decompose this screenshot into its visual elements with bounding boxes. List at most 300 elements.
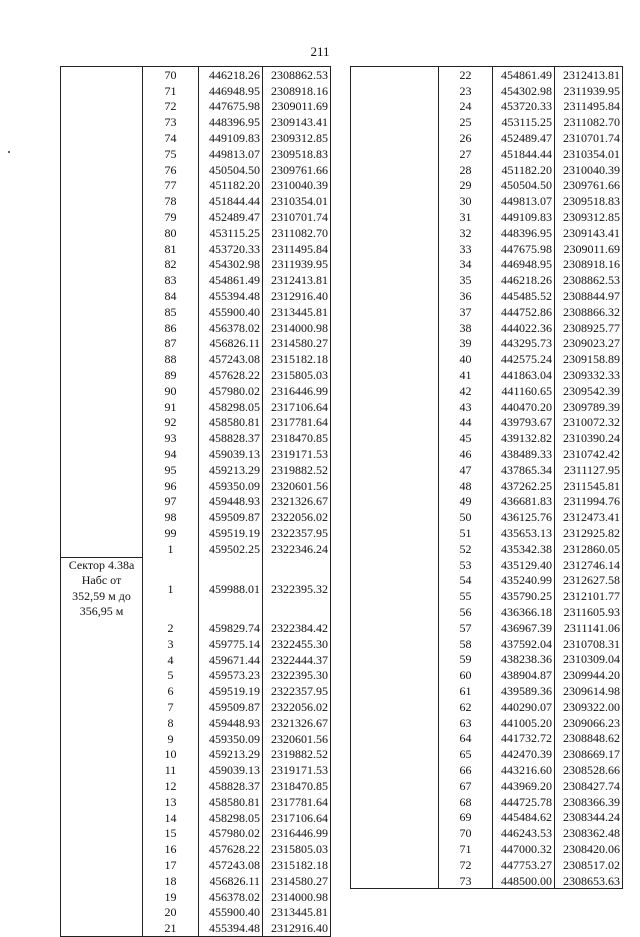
- y-coordinate: 2308918.16: [555, 257, 623, 273]
- row-label-cell: [351, 209, 439, 225]
- y-coordinate: 2322056.02: [263, 699, 331, 715]
- point-number: 5: [143, 667, 199, 683]
- y-coordinate: 2310708.31: [555, 636, 623, 652]
- row-label-cell: [351, 99, 439, 115]
- row-label-cell: [351, 162, 439, 178]
- table-row: [351, 667, 623, 683]
- table-row: [351, 809, 623, 825]
- table-row: [61, 430, 331, 446]
- x-coordinate: 451182.20: [493, 162, 555, 178]
- row-label-cell: [61, 810, 143, 826]
- table-row: [351, 478, 623, 494]
- page-number: 211: [310, 44, 330, 59]
- point-number: 61: [439, 683, 493, 699]
- row-label-cell: [61, 794, 143, 810]
- x-coordinate: 459213.29: [199, 462, 263, 478]
- point-number: 93: [143, 430, 199, 446]
- x-coordinate: 451844.44: [493, 146, 555, 162]
- y-coordinate: 2312916.40: [263, 288, 331, 304]
- point-number: 86: [143, 320, 199, 336]
- point-number: 34: [439, 257, 493, 273]
- row-label-cell: [61, 351, 143, 367]
- table-row: [61, 241, 331, 257]
- y-coordinate: 2312916.40: [263, 920, 331, 936]
- row-label-cell: [61, 667, 143, 683]
- row-label-cell: [351, 762, 439, 778]
- y-coordinate: 2309143.41: [555, 225, 623, 241]
- row-label-cell: [61, 367, 143, 383]
- table-row: [351, 857, 623, 873]
- table-row: [61, 446, 331, 462]
- row-label-cell: [61, 478, 143, 494]
- row-label-cell: [61, 193, 143, 209]
- row-label-cell: [61, 114, 143, 130]
- row-label-cell: [351, 462, 439, 478]
- row-label-cell: [61, 525, 143, 541]
- y-coordinate: 2310742.42: [555, 446, 623, 462]
- row-label-cell: [61, 620, 143, 636]
- y-coordinate: 2317106.64: [263, 399, 331, 415]
- point-number: 3: [143, 636, 199, 652]
- row-label-cell: [351, 130, 439, 146]
- point-number: 85: [143, 304, 199, 320]
- row-label-cell: [61, 731, 143, 747]
- table-row: [351, 604, 623, 620]
- table-row: [351, 620, 623, 636]
- table-row: [61, 889, 331, 905]
- point-number: 36: [439, 288, 493, 304]
- x-coordinate: 456378.02: [199, 320, 263, 336]
- x-coordinate: 457628.22: [199, 841, 263, 857]
- row-label-cell: [351, 857, 439, 873]
- x-coordinate: 459448.93: [199, 494, 263, 510]
- table-row: [61, 857, 331, 873]
- point-number: 89: [143, 367, 199, 383]
- table-row: [351, 130, 623, 146]
- x-coordinate: 437592.04: [493, 636, 555, 652]
- x-coordinate: 439589.36: [493, 683, 555, 699]
- y-coordinate: 2322357.95: [263, 525, 331, 541]
- x-coordinate: 459213.29: [199, 746, 263, 762]
- y-coordinate: 2308918.16: [263, 83, 331, 99]
- x-coordinate: 441732.72: [493, 730, 555, 746]
- row-label-cell: [61, 873, 143, 889]
- y-coordinate: 2308427.74: [555, 778, 623, 794]
- row-label-cell: [351, 699, 439, 715]
- table-row: [351, 162, 623, 178]
- row-label-cell: [61, 920, 143, 936]
- y-coordinate: 2314580.27: [263, 336, 331, 352]
- row-label-cell: [61, 746, 143, 762]
- point-number: 57: [439, 620, 493, 636]
- y-coordinate: 2319171.53: [263, 762, 331, 778]
- point-number: 13: [143, 794, 199, 810]
- y-coordinate: 2311495.84: [555, 99, 623, 115]
- x-coordinate: 437865.34: [493, 462, 555, 478]
- row-label-cell: [351, 778, 439, 794]
- row-label-cell: [61, 383, 143, 399]
- y-coordinate: 2309518.83: [263, 146, 331, 162]
- x-coordinate: 449109.83: [199, 130, 263, 146]
- row-label-cell: [61, 889, 143, 905]
- row-label-cell: [61, 462, 143, 478]
- y-coordinate: 2308844.97: [555, 288, 623, 304]
- x-coordinate: 435653.13: [493, 525, 555, 541]
- x-coordinate: 451182.20: [199, 178, 263, 194]
- point-number: 8: [143, 715, 199, 731]
- y-coordinate: 2308653.63: [555, 873, 623, 889]
- point-number: 60: [439, 667, 493, 683]
- y-coordinate: 2308925.77: [555, 320, 623, 336]
- x-coordinate: 447753.27: [493, 857, 555, 873]
- x-coordinate: 454861.49: [493, 67, 555, 83]
- sector-label-line: 352,59 м до: [72, 588, 131, 603]
- x-coordinate: 459448.93: [199, 715, 263, 731]
- x-coordinate: 444752.86: [493, 304, 555, 320]
- x-coordinate: 447000.32: [493, 841, 555, 857]
- point-number: 71: [143, 83, 199, 99]
- table-row: [61, 762, 331, 778]
- table-row: [61, 114, 331, 130]
- point-number: 99: [143, 525, 199, 541]
- x-coordinate: 459671.44: [199, 652, 263, 668]
- row-label-cell: [61, 904, 143, 920]
- row-label-cell: [351, 430, 439, 446]
- point-number: 74: [143, 130, 199, 146]
- point-number: 67: [439, 778, 493, 794]
- row-label-cell: [351, 794, 439, 810]
- point-number: 54: [439, 573, 493, 589]
- y-coordinate: 2310354.01: [555, 146, 623, 162]
- y-coordinate: 2311939.95: [555, 83, 623, 99]
- y-coordinate: 2312413.81: [555, 67, 623, 83]
- table-row: [351, 257, 623, 273]
- y-coordinate: 2322395.32: [263, 557, 331, 620]
- point-number: 73: [439, 873, 493, 889]
- point-number: 10: [143, 746, 199, 762]
- y-coordinate: 2322395.30: [263, 667, 331, 683]
- row-label-cell: [61, 83, 143, 99]
- y-coordinate: 2311939.95: [263, 257, 331, 273]
- x-coordinate: 453720.33: [199, 241, 263, 257]
- x-coordinate: 438904.87: [493, 667, 555, 683]
- x-coordinate: 448396.95: [493, 225, 555, 241]
- y-coordinate: 2308866.32: [555, 304, 623, 320]
- y-coordinate: 2319882.52: [263, 462, 331, 478]
- point-number: 45: [439, 430, 493, 446]
- point-number: 83: [143, 272, 199, 288]
- table-row: [351, 794, 623, 810]
- row-label-cell: [351, 178, 439, 194]
- row-label-cell: [61, 257, 143, 273]
- y-coordinate: 2310701.74: [263, 209, 331, 225]
- row-label-cell: [351, 667, 439, 683]
- point-number: 91: [143, 399, 199, 415]
- point-number: 33: [439, 241, 493, 257]
- point-number: 11: [143, 762, 199, 778]
- point-number: 28: [439, 162, 493, 178]
- row-label-cell: [61, 146, 143, 162]
- x-coordinate: 437262.25: [493, 478, 555, 494]
- point-number: 9: [143, 731, 199, 747]
- row-label-cell: [61, 699, 143, 715]
- x-coordinate: 458580.81: [199, 794, 263, 810]
- x-coordinate: 455394.48: [199, 288, 263, 304]
- y-coordinate: 2316446.99: [263, 825, 331, 841]
- table-row: [61, 841, 331, 857]
- y-coordinate: 2311994.76: [555, 494, 623, 510]
- row-label-cell: [61, 178, 143, 194]
- x-coordinate: 446948.95: [493, 257, 555, 273]
- point-number: 84: [143, 288, 199, 304]
- table-row: [61, 904, 331, 920]
- table-row: [61, 146, 331, 162]
- y-coordinate: 2312860.05: [555, 541, 623, 557]
- row-label-cell: [61, 683, 143, 699]
- row-label-cell: [61, 509, 143, 525]
- point-number: 24: [439, 99, 493, 115]
- x-coordinate: 449109.83: [493, 209, 555, 225]
- y-coordinate: 2311545.81: [555, 478, 623, 494]
- y-coordinate: 2322455.30: [263, 636, 331, 652]
- table-row: [351, 272, 623, 288]
- table-row: [61, 178, 331, 194]
- row-label-cell: [351, 494, 439, 510]
- row-label-cell: [351, 730, 439, 746]
- x-coordinate: 455900.40: [199, 904, 263, 920]
- x-coordinate: 452489.47: [199, 209, 263, 225]
- point-number: 17: [143, 857, 199, 873]
- point-number: 47: [439, 462, 493, 478]
- y-coordinate: 2311141.06: [555, 620, 623, 636]
- point-number: 20: [143, 904, 199, 920]
- y-coordinate: 2315182.18: [263, 351, 331, 367]
- point-number: 71: [439, 841, 493, 857]
- table-row: [351, 336, 623, 352]
- point-number: 7: [143, 699, 199, 715]
- row-label-cell: [61, 209, 143, 225]
- y-coordinate: 2317781.64: [263, 794, 331, 810]
- point-number: 29: [439, 178, 493, 194]
- x-coordinate: 447675.98: [199, 99, 263, 115]
- y-coordinate: 2320601.56: [263, 478, 331, 494]
- y-coordinate: 2311495.84: [263, 241, 331, 257]
- row-label-cell: [351, 288, 439, 304]
- x-coordinate: 456378.02: [199, 889, 263, 905]
- table-row: [61, 257, 331, 273]
- x-coordinate: 459775.14: [199, 636, 263, 652]
- x-coordinate: 459502.25: [199, 541, 263, 557]
- row-label-cell: [61, 778, 143, 794]
- row-label-cell: [351, 873, 439, 889]
- row-label-cell: [351, 320, 439, 336]
- table-row: [61, 67, 331, 83]
- y-coordinate: 2310354.01: [263, 193, 331, 209]
- y-coordinate: 2308517.02: [555, 857, 623, 873]
- x-coordinate: 444022.36: [493, 320, 555, 336]
- point-number: 63: [439, 715, 493, 731]
- y-coordinate: 2317106.64: [263, 810, 331, 826]
- row-label-cell: [351, 67, 439, 83]
- table-row: [351, 651, 623, 667]
- x-coordinate: 452489.47: [493, 130, 555, 146]
- row-label-cell: [351, 241, 439, 257]
- x-coordinate: 446948.95: [199, 83, 263, 99]
- table-row: [351, 241, 623, 257]
- table-row: [351, 288, 623, 304]
- row-label-cell: [61, 130, 143, 146]
- y-coordinate: 2317781.64: [263, 415, 331, 431]
- point-number: 65: [439, 746, 493, 762]
- table-row: [61, 715, 331, 731]
- y-coordinate: 2312473.41: [555, 509, 623, 525]
- table-row: [351, 415, 623, 431]
- point-number: 90: [143, 383, 199, 399]
- x-coordinate: 459988.01: [199, 557, 263, 620]
- point-number: 35: [439, 272, 493, 288]
- table-row: [61, 746, 331, 762]
- y-coordinate: 2322056.02: [263, 509, 331, 525]
- y-coordinate: 2318470.85: [263, 430, 331, 446]
- table-row: [61, 225, 331, 241]
- row-label-cell: [61, 399, 143, 415]
- row-label-cell: [351, 683, 439, 699]
- point-number: 1: [143, 557, 199, 620]
- x-coordinate: 459039.13: [199, 446, 263, 462]
- y-coordinate: 2314000.98: [263, 889, 331, 905]
- y-coordinate: 2309761.66: [555, 178, 623, 194]
- y-coordinate: 2315805.03: [263, 841, 331, 857]
- row-label-cell: [351, 620, 439, 636]
- row-label-cell: [61, 494, 143, 510]
- x-coordinate: 457628.22: [199, 367, 263, 383]
- y-coordinate: 2312101.77: [555, 588, 623, 604]
- y-coordinate: 2309023.27: [555, 336, 623, 352]
- x-coordinate: 459519.19: [199, 683, 263, 699]
- table-row: [61, 541, 331, 557]
- x-coordinate: 445484.62: [493, 809, 555, 825]
- point-number: 44: [439, 415, 493, 431]
- row-label-cell: [351, 114, 439, 130]
- row-label-cell: [351, 415, 439, 431]
- row-label-cell: [61, 272, 143, 288]
- row-label-cell: [351, 651, 439, 667]
- point-number: 25: [439, 114, 493, 130]
- y-coordinate: 2309066.23: [555, 715, 623, 731]
- x-coordinate: 455394.48: [199, 920, 263, 936]
- y-coordinate: 2308862.53: [555, 272, 623, 288]
- point-number: 2: [143, 620, 199, 636]
- point-number: 87: [143, 336, 199, 352]
- table-row: [61, 336, 331, 352]
- point-number: 95: [143, 462, 199, 478]
- y-coordinate: 2310701.74: [555, 130, 623, 146]
- table-row: [351, 715, 623, 731]
- y-coordinate: 2312413.81: [263, 272, 331, 288]
- y-coordinate: 2318470.85: [263, 778, 331, 794]
- y-coordinate: 2311082.70: [555, 114, 623, 130]
- point-number: 70: [143, 67, 199, 83]
- x-coordinate: 458828.37: [199, 430, 263, 446]
- table-row: [61, 193, 331, 209]
- table-row: [351, 320, 623, 336]
- table-row: [351, 399, 623, 415]
- point-number: 48: [439, 478, 493, 494]
- table-row: [351, 67, 623, 83]
- table-row: [61, 873, 331, 889]
- y-coordinate: 2322357.95: [263, 683, 331, 699]
- point-number: 70: [439, 825, 493, 841]
- point-number: 22: [439, 67, 493, 83]
- row-label-cell: [351, 304, 439, 320]
- point-number: 66: [439, 762, 493, 778]
- point-number: 81: [143, 241, 199, 257]
- point-number: 23: [439, 83, 493, 99]
- y-coordinate: 2312627.58: [555, 573, 623, 589]
- y-coordinate: 2308862.53: [263, 67, 331, 83]
- sector-label-line: Сектор 4.38а: [68, 557, 135, 572]
- point-number: 46: [439, 446, 493, 462]
- y-coordinate: 2308362.48: [555, 825, 623, 841]
- point-number: 76: [143, 162, 199, 178]
- y-coordinate: 2311127.95: [555, 462, 623, 478]
- y-coordinate: 2308669.17: [555, 746, 623, 762]
- row-label-cell: [61, 841, 143, 857]
- table-row: [351, 699, 623, 715]
- row-label-cell: [351, 478, 439, 494]
- y-coordinate: 2315805.03: [263, 367, 331, 383]
- x-coordinate: 435129.40: [493, 557, 555, 573]
- table-row: [351, 778, 623, 794]
- y-coordinate: 2312746.14: [555, 557, 623, 573]
- row-label-cell: [61, 288, 143, 304]
- row-label-cell: [61, 652, 143, 668]
- table-row: [351, 430, 623, 446]
- row-label-cell: [61, 541, 143, 557]
- point-number: 92: [143, 415, 199, 431]
- row-label-cell: [61, 715, 143, 731]
- x-coordinate: 444725.78: [493, 794, 555, 810]
- x-coordinate: 441160.65: [493, 383, 555, 399]
- y-coordinate: 2315182.18: [263, 857, 331, 873]
- point-number: 69: [439, 809, 493, 825]
- y-coordinate: 2311082.70: [263, 225, 331, 241]
- y-coordinate: 2313445.81: [263, 304, 331, 320]
- point-number: 78: [143, 193, 199, 209]
- y-coordinate: 2309614.98: [555, 683, 623, 699]
- x-coordinate: 439793.67: [493, 415, 555, 431]
- y-coordinate: 2309011.69: [263, 99, 331, 115]
- row-label-cell: [61, 225, 143, 241]
- row-label-cell: [61, 241, 143, 257]
- table-row: [61, 652, 331, 668]
- x-coordinate: 458828.37: [199, 778, 263, 794]
- x-coordinate: 447675.98: [493, 241, 555, 257]
- point-number: 38: [439, 320, 493, 336]
- x-coordinate: 458298.05: [199, 399, 263, 415]
- x-coordinate: 459509.87: [199, 699, 263, 715]
- point-number: 19: [143, 889, 199, 905]
- y-coordinate: 2309312.85: [555, 209, 623, 225]
- x-coordinate: 440290.07: [493, 699, 555, 715]
- table-row: [61, 399, 331, 415]
- table-row: [351, 83, 623, 99]
- table-row: [61, 130, 331, 146]
- row-label-cell: [61, 762, 143, 778]
- point-number: 15: [143, 825, 199, 841]
- sector-label-line: Набс от: [81, 573, 122, 588]
- point-number: 42: [439, 383, 493, 399]
